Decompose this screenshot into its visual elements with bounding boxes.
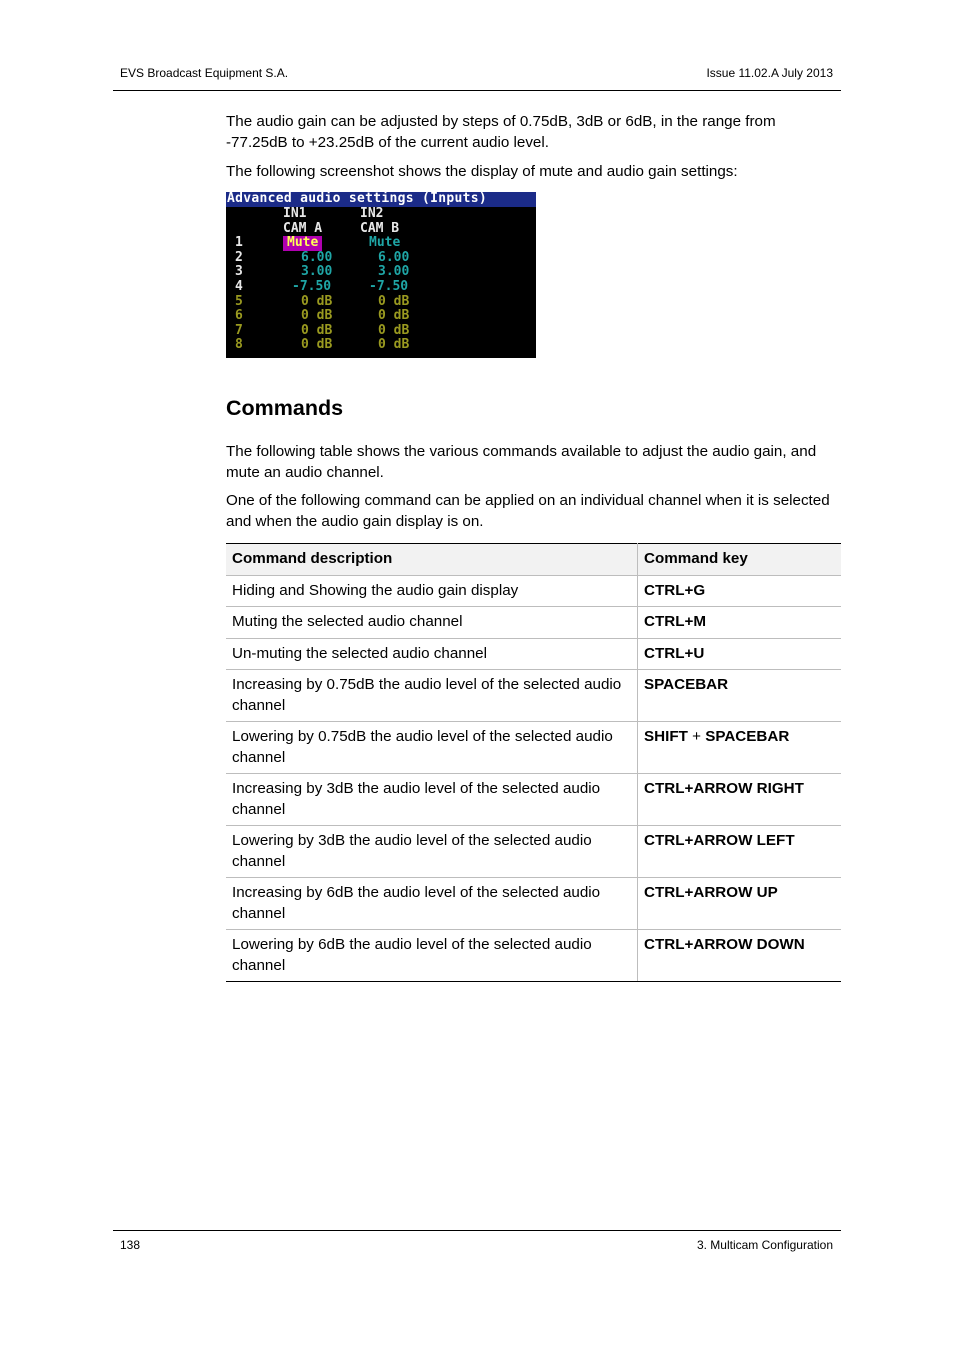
table-row (226, 670, 841, 722)
table-row (226, 826, 841, 878)
command-key: CTRL+ARROW DOWN (638, 930, 842, 982)
terminal-input-2: IN2 (360, 206, 384, 221)
table-header-key: Command key (638, 544, 842, 576)
section-heading: Commands (226, 396, 344, 420)
commands-table (226, 543, 841, 982)
terminal-row-num: 5 (235, 293, 243, 309)
terminal-cell-mute-selected: Mute (283, 236, 322, 251)
header-company: EVS Broadcast Equipment S.A. (120, 66, 289, 80)
table-row (226, 638, 841, 670)
section-paragraph-2: One of the following command can be applied on an individual channel when it is selected and when the audio gain display is on. (226, 492, 830, 530)
command-description: Lowering by 0.75dB the audio level of the selected audio channel (226, 722, 638, 774)
command-description: Muting the selected audio channel (226, 607, 638, 639)
terminal-cell: 0 dB (301, 337, 333, 353)
table-header-description: Command description (226, 544, 638, 576)
command-key-modifier: SHIFT (644, 728, 688, 745)
terminal-cell: 0 dB (301, 293, 333, 309)
terminal-row-num: 8 (235, 337, 243, 353)
command-key: CTRL+M (638, 607, 842, 639)
section-paragraph-1: The following table shows the various commands available to adjust the audio gain, and mute an audio channel. (226, 443, 817, 481)
terminal-cell: 3.00 (378, 264, 410, 280)
terminal-cell: 0 dB (378, 322, 410, 338)
header-issue: Issue 11.02.A July 2013 (706, 66, 833, 80)
terminal-cell: 0 dB (378, 293, 410, 309)
table-row (226, 722, 841, 774)
command-description: Un-muting the selected audio channel (226, 638, 638, 670)
table-row (226, 930, 841, 982)
terminal-cam-a: CAM A (283, 220, 323, 236)
intro-paragraph-1: The audio gain can be adjusted by steps of 0.75dB, 3dB or 6dB, in the range from -77.25dB to +23.25dB of the current audio level. (226, 113, 776, 151)
command-description: Hiding and Showing the audio gain display (226, 575, 638, 607)
terminal-row-num: 7 (235, 322, 243, 338)
terminal-row-num: 6 (235, 308, 243, 324)
terminal-cell: 0 dB (301, 322, 333, 338)
table-row (226, 607, 841, 639)
terminal-cell-mute: Mute (369, 235, 401, 251)
command-description: Lowering by 3dB the audio level of the selected audio channel (226, 826, 638, 878)
command-key (638, 722, 842, 774)
terminal-cell: 0 dB (378, 337, 410, 353)
terminal-cell: 3.00 (301, 264, 333, 280)
command-description: Increasing by 6dB the audio level of the selected audio channel (226, 878, 638, 930)
terminal-cell: 0 dB (378, 308, 410, 324)
command-key: CTRL+ARROW RIGHT (638, 774, 842, 826)
audio-settings-screenshot (226, 192, 536, 358)
header-rule (113, 90, 841, 91)
terminal-row-num: 3 (235, 264, 243, 280)
command-key-separator: + (687, 728, 706, 745)
footer-chapter: 3. Multicam Configuration (696, 1238, 833, 1252)
terminal-cell: 6.00 (378, 249, 410, 265)
footer-rule (113, 1230, 841, 1231)
page-number: 138 (120, 1238, 141, 1252)
command-key: CTRL+ARROW LEFT (638, 826, 842, 878)
terminal-title: Advanced audio settings (Inputs) (226, 192, 536, 207)
table-header-row (226, 544, 841, 576)
command-key: CTRL+ARROW UP (638, 878, 842, 930)
command-description: Increasing by 0.75dB the audio level of the selected audio channel (226, 670, 638, 722)
table-row (226, 575, 841, 607)
table-row (226, 774, 841, 826)
command-description: Lowering by 6dB the audio level of the selected audio channel (226, 930, 638, 982)
table-row (226, 878, 841, 930)
command-key: CTRL+U (638, 638, 842, 670)
command-key-main: SPACEBAR (705, 728, 790, 745)
terminal-row-num: 2 (235, 249, 243, 265)
terminal-row-num: 4 (235, 278, 243, 294)
intro-paragraph-2: The following screenshot shows the display of mute and audio gain settings: (226, 163, 738, 180)
terminal-cell: 6.00 (301, 249, 333, 265)
terminal-cell: -7.50 (369, 278, 409, 294)
terminal-cell: -7.50 (292, 278, 332, 294)
command-key: CTRL+G (638, 575, 842, 607)
terminal-row-num: 1 (235, 235, 243, 251)
terminal-cam-b: CAM B (360, 220, 400, 236)
terminal-input-1: IN1 (283, 206, 307, 221)
command-key: SPACEBAR (638, 670, 842, 722)
terminal-cell: 0 dB (301, 308, 333, 324)
command-description: Increasing by 3dB the audio level of the selected audio channel (226, 774, 638, 826)
